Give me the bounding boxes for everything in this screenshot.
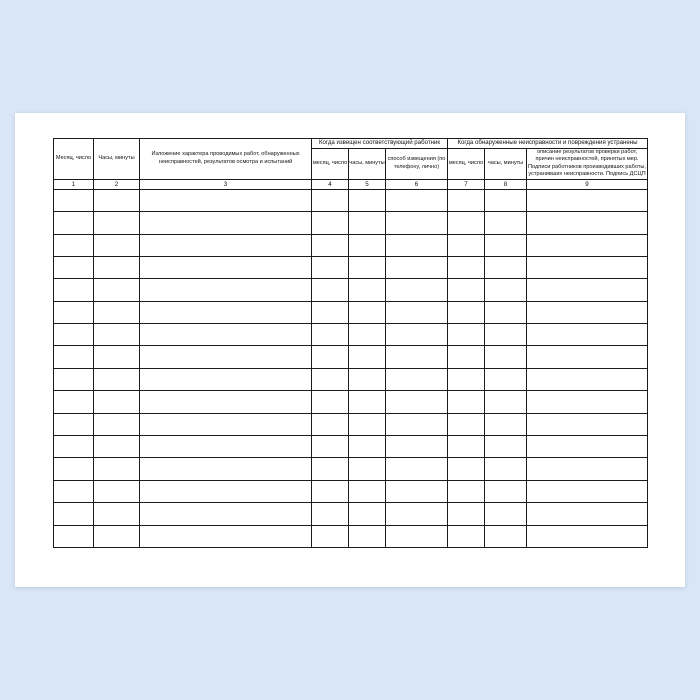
table-cell-c5[interactable] <box>349 503 386 525</box>
table-cell-c4[interactable] <box>312 324 349 346</box>
table-cell-c2[interactable] <box>94 279 140 301</box>
table-row <box>54 346 648 368</box>
table-cell-c7[interactable] <box>448 189 485 211</box>
table-cell-c8[interactable] <box>485 391 527 413</box>
table-cell-c9[interactable] <box>527 368 648 390</box>
table-cell-c1[interactable] <box>54 212 94 234</box>
table-cell-c9[interactable] <box>527 301 648 323</box>
table-cell-c1[interactable] <box>54 525 94 547</box>
table-cell-c5[interactable] <box>349 189 386 211</box>
table-cell-c1[interactable] <box>54 189 94 211</box>
table-cell-c3[interactable] <box>140 525 312 547</box>
table-cell-c6[interactable] <box>386 525 448 547</box>
column-header-results-description: описание результатов проверки работ, причин неисправностей, принятых мер. Подписи работников производивших работы, устранивших неисправности. Подпись ДСЦП <box>527 148 648 179</box>
table-cell-c8[interactable] <box>485 346 527 368</box>
table-cell-c3[interactable] <box>140 256 312 278</box>
table-cell-c2[interactable] <box>94 346 140 368</box>
table-cell-c4[interactable] <box>312 436 349 458</box>
table-cell-c6[interactable] <box>386 189 448 211</box>
table-row <box>54 525 648 547</box>
table-cell-c7[interactable] <box>448 346 485 368</box>
table-cell-c2[interactable] <box>94 458 140 480</box>
table-cell-c1[interactable] <box>54 301 94 323</box>
table-cell-c6[interactable] <box>386 324 448 346</box>
table-cell-c1[interactable] <box>54 413 94 435</box>
table-cell-c5[interactable] <box>349 391 386 413</box>
table-cell-c5[interactable] <box>349 301 386 323</box>
table-cell-c6[interactable] <box>386 413 448 435</box>
table-cell-c6[interactable] <box>386 480 448 502</box>
table-cell-c7[interactable] <box>448 368 485 390</box>
table-cell-c7[interactable] <box>448 413 485 435</box>
column-number-1: 1 <box>54 179 94 189</box>
table-cell-c3[interactable] <box>140 212 312 234</box>
table-cell-c2[interactable] <box>94 324 140 346</box>
table-cell-c4[interactable] <box>312 189 349 211</box>
table-cell-c7[interactable] <box>448 503 485 525</box>
table-cell-c4[interactable] <box>312 346 349 368</box>
table-row <box>54 503 648 525</box>
table-cell-c8[interactable] <box>485 189 527 211</box>
table-cell-c4[interactable] <box>312 480 349 502</box>
table-cell-c7[interactable] <box>448 525 485 547</box>
table-cell-c7[interactable] <box>448 324 485 346</box>
table-cell-c8[interactable] <box>485 458 527 480</box>
table-cell-c3[interactable] <box>140 368 312 390</box>
table-row <box>54 189 648 211</box>
table-cell-c2[interactable] <box>94 525 140 547</box>
column-number-9: 9 <box>527 179 648 189</box>
column-number-row <box>54 179 648 189</box>
table-cell-c9[interactable] <box>527 413 648 435</box>
table-cell-c6[interactable] <box>386 458 448 480</box>
table-cell-c6[interactable] <box>386 212 448 234</box>
table-cell-c5[interactable] <box>349 458 386 480</box>
table-cell-c3[interactable] <box>140 391 312 413</box>
table-cell-c1[interactable] <box>54 256 94 278</box>
table-cell-c9[interactable] <box>527 346 648 368</box>
header-group-row <box>54 139 648 149</box>
table-cell-c3[interactable] <box>140 346 312 368</box>
table-cell-c4[interactable] <box>312 279 349 301</box>
table-cell-c9[interactable] <box>527 458 648 480</box>
table-row <box>54 301 648 323</box>
journal-form <box>53 138 647 562</box>
table-cell-c7[interactable] <box>448 480 485 502</box>
table-cell-c7[interactable] <box>448 436 485 458</box>
table-cell-c5[interactable] <box>349 436 386 458</box>
table-cell-c9[interactable] <box>527 525 648 547</box>
table-cell-c4[interactable] <box>312 391 349 413</box>
table-cell-c2[interactable] <box>94 503 140 525</box>
table-cell-c4[interactable] <box>312 212 349 234</box>
table-cell-c4[interactable] <box>312 413 349 435</box>
table-cell-c3[interactable] <box>140 413 312 435</box>
table-row <box>54 368 648 390</box>
table-cell-c5[interactable] <box>349 368 386 390</box>
table-cell-c8[interactable] <box>485 413 527 435</box>
table-row <box>54 458 648 480</box>
table-cell-c4[interactable] <box>312 503 349 525</box>
table-cell-c3[interactable] <box>140 301 312 323</box>
table-row <box>54 279 648 301</box>
table-cell-c3[interactable] <box>140 458 312 480</box>
table-cell-c9[interactable] <box>527 480 648 502</box>
table-cell-c5[interactable] <box>349 234 386 256</box>
table-row <box>54 480 648 502</box>
table-cell-c5[interactable] <box>349 256 386 278</box>
table-cell-c8[interactable] <box>485 503 527 525</box>
table-cell-c7[interactable] <box>448 391 485 413</box>
table-row <box>54 391 648 413</box>
table-cell-c8[interactable] <box>485 256 527 278</box>
table-cell-c1[interactable] <box>54 503 94 525</box>
table-cell-c4[interactable] <box>312 458 349 480</box>
table-cell-c2[interactable] <box>94 212 140 234</box>
table-cell-c6[interactable] <box>386 436 448 458</box>
table-cell-c2[interactable] <box>94 256 140 278</box>
table-cell-c1[interactable] <box>54 436 94 458</box>
column-header-hours-minutes-3: часы, минуты <box>485 148 527 179</box>
table-cell-c3[interactable] <box>140 436 312 458</box>
table-cell-c8[interactable] <box>485 480 527 502</box>
column-header-work-description: Изложение характера проводимых работ, обнаруженных неисправностей, результатов осмотра и испытаний <box>140 139 312 180</box>
table-cell-c8[interactable] <box>485 436 527 458</box>
paper-sheet <box>15 113 685 587</box>
table-cell-c5[interactable] <box>349 212 386 234</box>
table-cell-c6[interactable] <box>386 391 448 413</box>
table-cell-c9[interactable] <box>527 234 648 256</box>
table-cell-c1[interactable] <box>54 480 94 502</box>
table-cell-c7[interactable] <box>448 234 485 256</box>
table-cell-c6[interactable] <box>386 301 448 323</box>
group-header-notified-worker: Когда извещен соответствующий работник <box>312 139 448 149</box>
table-cell-c8[interactable] <box>485 525 527 547</box>
table-cell-c3[interactable] <box>140 503 312 525</box>
table-row <box>54 413 648 435</box>
table-cell-c6[interactable] <box>386 256 448 278</box>
column-header-hours-minutes-2: часы, минуты <box>349 148 386 179</box>
column-number-3: 3 <box>140 179 312 189</box>
column-header-month-day-1: Месяц, число <box>54 139 94 180</box>
table-cell-c3[interactable] <box>140 324 312 346</box>
table-cell-c3[interactable] <box>140 234 312 256</box>
group-header-faults-fixed: Когда обнаруженные неисправности и повреждения устранены <box>448 139 648 149</box>
table-cell-c8[interactable] <box>485 279 527 301</box>
column-number-5: 5 <box>349 179 386 189</box>
table-cell-c6[interactable] <box>386 279 448 301</box>
table-cell-c7[interactable] <box>448 458 485 480</box>
table-cell-c9[interactable] <box>527 391 648 413</box>
column-header-month-day-3: месяц, число <box>448 148 485 179</box>
table-cell-c8[interactable] <box>485 301 527 323</box>
table-cell-c5[interactable] <box>349 346 386 368</box>
table-row <box>54 234 648 256</box>
table-cell-c9[interactable] <box>527 324 648 346</box>
table-cell-c5[interactable] <box>349 525 386 547</box>
journal-table <box>53 138 648 548</box>
column-number-6: 6 <box>386 179 448 189</box>
table-cell-c2[interactable] <box>94 234 140 256</box>
table-cell-c6[interactable] <box>386 368 448 390</box>
table-cell-c2[interactable] <box>94 436 140 458</box>
table-cell-c5[interactable] <box>349 480 386 502</box>
column-number-7: 7 <box>448 179 485 189</box>
table-cell-c3[interactable] <box>140 279 312 301</box>
table-cell-c1[interactable] <box>54 279 94 301</box>
table-cell-c4[interactable] <box>312 256 349 278</box>
table-cell-c2[interactable] <box>94 391 140 413</box>
table-cell-c5[interactable] <box>349 279 386 301</box>
table-cell-c5[interactable] <box>349 413 386 435</box>
table-cell-c6[interactable] <box>386 234 448 256</box>
table-cell-c9[interactable] <box>527 279 648 301</box>
table-cell-c1[interactable] <box>54 368 94 390</box>
table-cell-c9[interactable] <box>527 436 648 458</box>
table-body <box>54 189 648 547</box>
table-cell-c9[interactable] <box>527 189 648 211</box>
column-number-2: 2 <box>94 179 140 189</box>
table-cell-c4[interactable] <box>312 301 349 323</box>
table-cell-c3[interactable] <box>140 189 312 211</box>
table-cell-c1[interactable] <box>54 234 94 256</box>
table-row <box>54 436 648 458</box>
table-cell-c1[interactable] <box>54 458 94 480</box>
table-cell-c4[interactable] <box>312 234 349 256</box>
column-header-notification-method: способ извещения (по телефону, лично) <box>386 148 448 179</box>
table-cell-c6[interactable] <box>386 503 448 525</box>
table-cell-c7[interactable] <box>448 256 485 278</box>
table-cell-c2[interactable] <box>94 368 140 390</box>
table-row <box>54 256 648 278</box>
table-cell-c4[interactable] <box>312 525 349 547</box>
table-cell-c7[interactable] <box>448 279 485 301</box>
table-cell-c9[interactable] <box>527 503 648 525</box>
column-number-8: 8 <box>485 179 527 189</box>
column-number-4: 4 <box>312 179 349 189</box>
table-cell-c1[interactable] <box>54 324 94 346</box>
table-cell-c6[interactable] <box>386 346 448 368</box>
column-header-month-day-2: месяц, число <box>312 148 349 179</box>
table-row <box>54 212 648 234</box>
table-cell-c2[interactable] <box>94 480 140 502</box>
table-row <box>54 324 648 346</box>
table-cell-c8[interactable] <box>485 368 527 390</box>
table-cell-c8[interactable] <box>485 324 527 346</box>
table-cell-c2[interactable] <box>94 301 140 323</box>
table-cell-c2[interactable] <box>94 189 140 211</box>
table-cell-c2[interactable] <box>94 413 140 435</box>
table-header <box>54 139 648 190</box>
table-cell-c8[interactable] <box>485 212 527 234</box>
table-cell-c7[interactable] <box>448 212 485 234</box>
table-cell-c5[interactable] <box>349 324 386 346</box>
table-cell-c1[interactable] <box>54 391 94 413</box>
table-cell-c1[interactable] <box>54 346 94 368</box>
table-cell-c4[interactable] <box>312 368 349 390</box>
column-header-hours-minutes-1: Часы, минуты <box>94 139 140 180</box>
table-cell-c7[interactable] <box>448 301 485 323</box>
table-cell-c9[interactable] <box>527 212 648 234</box>
table-cell-c3[interactable] <box>140 480 312 502</box>
table-cell-c9[interactable] <box>527 256 648 278</box>
table-cell-c8[interactable] <box>485 234 527 256</box>
